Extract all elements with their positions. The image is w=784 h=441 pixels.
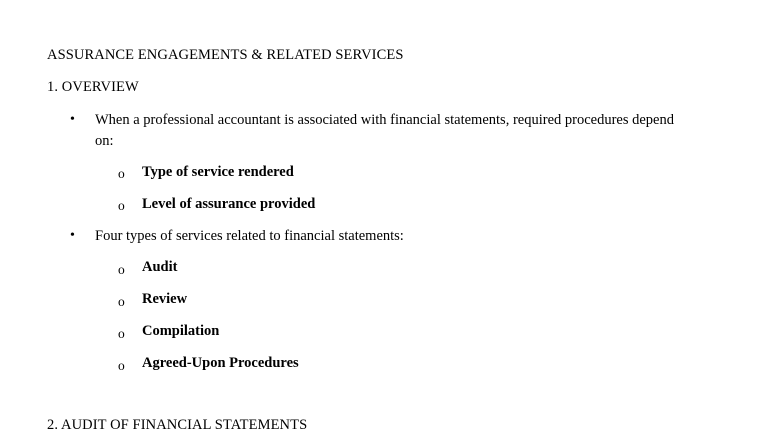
document-title: ASSURANCE ENGAGEMENTS & RELATED SERVICES xyxy=(47,47,404,63)
bullet-icon: • xyxy=(70,228,75,243)
sub-bullet-icon: o xyxy=(118,198,125,213)
sub-bullet-item: Agreed-Upon Procedures xyxy=(142,355,299,371)
sub-bullet-item: Audit xyxy=(142,259,178,275)
sub-bullet-item: Compilation xyxy=(142,323,220,339)
bullet-text-line-continued: on: xyxy=(95,133,114,149)
section-heading-audit: 2. AUDIT OF FINANCIAL STATEMENTS xyxy=(47,417,308,433)
bullet-text-line: Four types of services related to financial statements: xyxy=(95,228,404,244)
sub-bullet-item: Level of assurance provided xyxy=(142,196,316,212)
sub-bullet-item: Type of service rendered xyxy=(142,164,294,180)
sub-bullet-icon: o xyxy=(118,358,125,373)
sub-bullet-icon: o xyxy=(118,262,125,277)
sub-bullet-icon: o xyxy=(118,326,125,341)
sub-bullet-item: Review xyxy=(142,291,188,307)
sub-bullet-icon: o xyxy=(118,166,125,181)
sub-bullet-icon: o xyxy=(118,294,125,309)
bullet-text-line: When a professional accountant is associated with financial statements, required procedures depend xyxy=(95,112,674,128)
bullet-icon: • xyxy=(70,112,75,127)
section-heading-overview: 1. OVERVIEW xyxy=(47,79,139,95)
